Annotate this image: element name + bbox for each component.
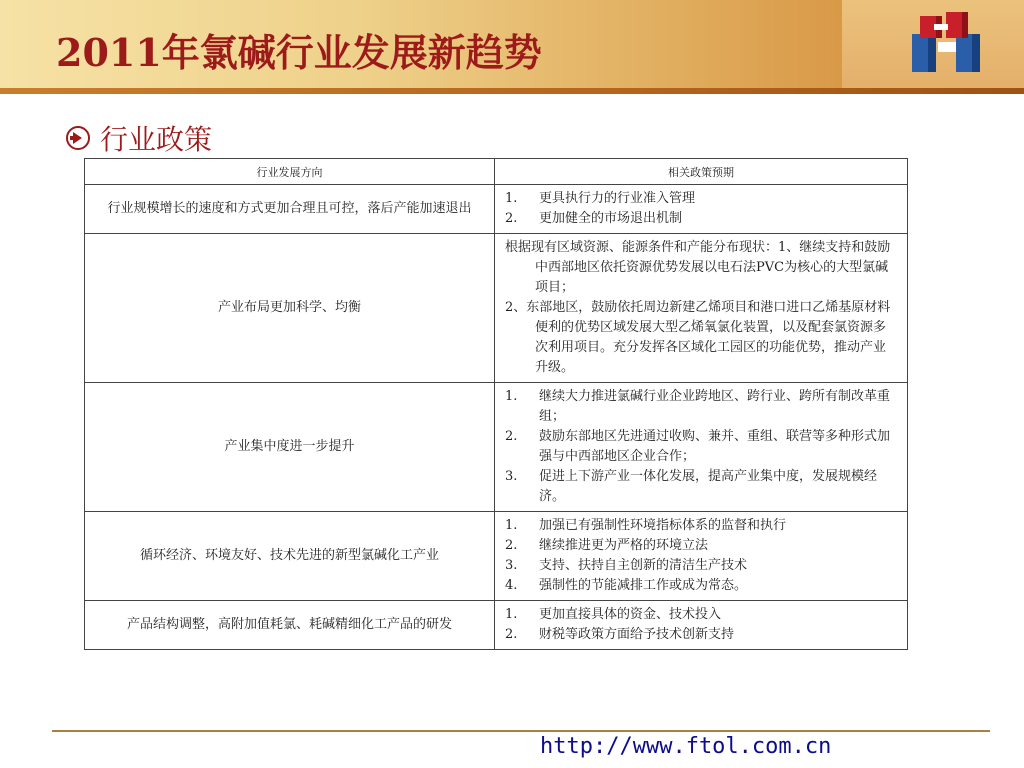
table-row [85, 185, 908, 234]
table-header-row [85, 159, 908, 185]
policy-cell [495, 383, 908, 512]
column-header-direction: 行业发展方向 [85, 159, 495, 185]
circled-arrow-icon [66, 126, 90, 150]
table-row [85, 601, 908, 650]
policy-cell [495, 234, 908, 383]
section-title: 行业政策 [100, 123, 213, 156]
header-divider [0, 88, 1024, 94]
direction-cell: 循环经济、环境友好、技术先进的新型氯碱化工产业 [85, 512, 495, 601]
policy-item: 2. 财税等政策方面给予技术创新支持 [505, 627, 735, 642]
policy-item: 1. 更加直接具体的资金、技术投入 [505, 607, 722, 622]
footer-url-link[interactable]: http://www.ftol.com.cn [540, 734, 832, 759]
direction-cell: 行业规模增长的速度和方式更加合理且可控，落后产能加速退出 [85, 185, 495, 234]
policy-item: 2. 更加健全的市场退出机制 [505, 211, 683, 226]
policy-item: 1. 更具执行力的行业准入管理 [505, 191, 696, 206]
table-row [85, 234, 908, 383]
policy-cell [495, 512, 908, 601]
policy-table [84, 158, 908, 650]
column-header-policy: 相关政策预期 [495, 159, 908, 185]
policy-item: 1. 加强已有强制性环境指标体系的监督和执行 [505, 518, 787, 533]
policy-paragraph: 2、东部地区，鼓励依托周边新建乙烯项目和港口进口乙烯基原材料便利的优势区域发展大型乙烯氧氯化装置，以及配套氯资源多次利用项目。充分发挥各区域化工园区的功能优势，推动产业升级。 [505, 300, 891, 375]
direction-cell: 产品结构调整，高附加值耗氯、耗碱精细化工产品的研发 [85, 601, 495, 650]
policy-item: 1. 继续大力推进氯碱行业企业跨地区、跨行业、跨所有制改革重组； [505, 389, 891, 424]
policy-item: 3. 支持、扶持自主创新的清洁生产技术 [505, 558, 748, 573]
direction-cell: 产业布局更加科学、均衡 [85, 234, 495, 383]
policy-item: 2. 鼓励东部地区先进通过收购、兼并、重组、联营等多种形式加强与中西部地区企业合作； [505, 429, 891, 464]
policy-paragraph: 根据现有区域资源、能源条件和产能分布现状：1、继续支持和鼓励中西部地区依托资源优势发展以电石法PVC为核心的大型氯碱项目； [505, 240, 891, 295]
slide-title: 2011年氯碱行业发展新趋势 [56, 30, 542, 75]
table-row [85, 383, 908, 512]
policy-item: 3. 促进上下游产业一体化发展，提高产业集中度，发展规模经济。 [505, 469, 878, 504]
policy-item: 2. 继续推进更为严格的环境立法 [505, 538, 709, 553]
policy-cell [495, 185, 908, 234]
policy-item: 4. 强制性的节能减排工作或成为常态。 [505, 578, 748, 593]
section-heading [66, 118, 212, 158]
table-row [85, 512, 908, 601]
company-logo-icon [912, 12, 984, 74]
footer-divider [52, 730, 990, 732]
policy-cell [495, 601, 908, 650]
direction-cell: 产业集中度进一步提升 [85, 383, 495, 512]
